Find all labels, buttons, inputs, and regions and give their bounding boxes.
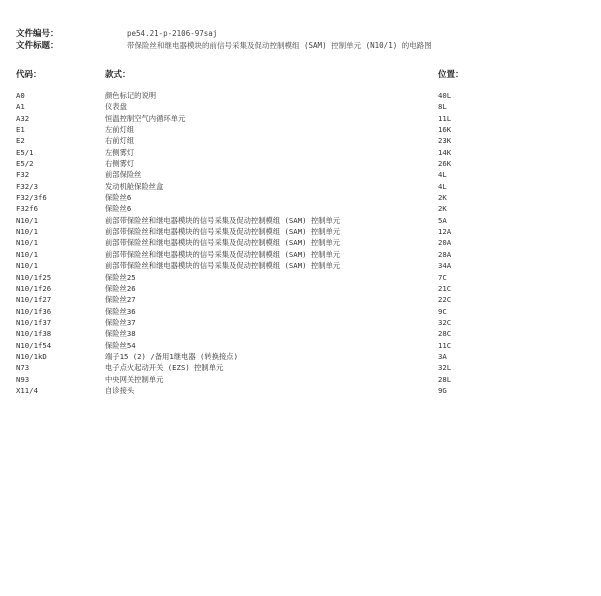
list-item <box>0 135 601 146</box>
component-position: 7C <box>438 272 447 282</box>
component-position: 9C <box>438 306 447 316</box>
component-name: 前部带保险丝和继电器模块的信号采集及促动控制模组 (SAM) 控制单元 <box>105 215 341 225</box>
component-name: 中央网关控制单元 <box>105 374 164 384</box>
component-position: 28C <box>438 329 452 339</box>
component-position: 2K <box>438 204 447 214</box>
list-item <box>0 260 601 271</box>
list-item <box>0 147 601 158</box>
component-code: A32 <box>16 113 30 123</box>
list-item <box>0 124 601 135</box>
component-position: 28A <box>438 249 452 259</box>
doc-number-label: 文件编号： <box>16 29 59 39</box>
component-position: 5A <box>438 215 447 225</box>
component-position: 4L <box>438 181 447 191</box>
component-position: 12A <box>438 227 452 237</box>
component-name: 右侧雾灯 <box>105 159 135 169</box>
component-name: 颜色标记的说明 <box>105 91 157 100</box>
code-column-header: 代码： <box>16 70 42 80</box>
list-item <box>0 215 601 226</box>
list-item <box>0 90 601 101</box>
component-code: A0 <box>16 91 25 100</box>
component-code: A1 <box>16 102 25 112</box>
list-item <box>0 192 601 203</box>
list-item <box>0 340 601 351</box>
component-code: N10/1f38 <box>16 329 52 339</box>
component-name: 左前灯组 <box>105 125 135 135</box>
list-item <box>0 203 601 214</box>
component-code: N10/1f26 <box>16 283 52 293</box>
list-item <box>0 385 601 396</box>
component-code: E5/1 <box>16 147 34 157</box>
component-name: 保险丝54 <box>105 340 136 350</box>
component-name: 电子点火起动开关 (EZS) 控制单元 <box>105 363 224 373</box>
component-name: 端子15 (2) /备用1继电器 (转换接点) <box>105 351 238 361</box>
list-item <box>0 283 601 294</box>
list-item <box>0 169 601 180</box>
component-code: N10/1 <box>16 238 38 248</box>
list-item <box>0 237 601 248</box>
component-position: 21C <box>438 283 452 293</box>
component-code: N73 <box>16 363 30 373</box>
component-code: E2 <box>16 136 25 146</box>
component-name: 前部带保险丝和继电器模块的信号采集及促动控制模组 (SAM) 控制单元 <box>105 249 341 259</box>
component-code: N10/1kD <box>16 351 47 361</box>
component-position: 9G <box>438 385 447 395</box>
doc-title-label: 文件标题： <box>16 41 59 51</box>
list-item <box>0 328 601 339</box>
component-position: 4L <box>438 170 447 180</box>
component-position: 2K <box>438 193 447 203</box>
component-code: N10/1 <box>16 227 38 237</box>
component-code: N10/1f36 <box>16 306 52 316</box>
list-item <box>0 306 601 317</box>
component-position: 3A <box>438 351 447 361</box>
component-name: 前部带保险丝和继电器模块的信号采集及促动控制模组 (SAM) 控制单元 <box>105 238 341 248</box>
list-item <box>0 362 601 373</box>
component-code: N10/1f27 <box>16 295 52 305</box>
list-item <box>0 158 601 169</box>
component-name: 保险丝37 <box>105 317 136 327</box>
component-name: 保险丝38 <box>105 329 136 339</box>
component-position: 26K <box>438 159 452 169</box>
component-name: 自诊接头 <box>105 385 135 395</box>
component-code: N10/1 <box>16 249 38 259</box>
list-item <box>0 294 601 305</box>
component-name: 前部带保险丝和继电器模块的信号采集及促动控制模组 (SAM) 控制单元 <box>105 261 341 271</box>
doc-title-value: 带保险丝和继电器模块的前信号采集及促动控制模组 (SAM) 控制单元 (N10/1) 的电路图 <box>127 41 432 50</box>
component-name: 保险丝6 <box>105 193 132 203</box>
component-code: F32/3f6 <box>16 193 47 203</box>
component-position: 28L <box>438 374 452 384</box>
component-code: F32f6 <box>16 204 38 214</box>
component-name: 保险丝25 <box>105 272 136 282</box>
component-name: 发动机舱保险丝盒 <box>105 181 164 191</box>
component-position: 16K <box>438 125 452 135</box>
component-position: 11C <box>438 340 452 350</box>
component-code: N10/1f25 <box>16 272 52 282</box>
component-name: 前部保险丝 <box>105 170 142 180</box>
component-name: 保险丝27 <box>105 295 136 305</box>
list-item <box>0 249 601 260</box>
component-name: 仪表盘 <box>105 102 127 112</box>
component-name: 恒温控制空气内循环单元 <box>105 113 186 123</box>
component-code: F32/3 <box>16 181 38 191</box>
component-name: 保险丝6 <box>105 204 132 214</box>
component-code: N10/1f37 <box>16 317 52 327</box>
component-name: 保险丝36 <box>105 306 136 316</box>
list-item <box>0 351 601 362</box>
component-code: E1 <box>16 125 25 135</box>
style-column-header: 款式： <box>105 70 131 80</box>
component-code: N10/1 <box>16 215 38 225</box>
position-column-header: 位置： <box>438 70 464 80</box>
component-list <box>0 90 601 396</box>
component-code: X11/4 <box>16 385 38 395</box>
list-item <box>0 226 601 237</box>
list-item <box>0 101 601 112</box>
component-name: 左侧雾灯 <box>105 147 135 157</box>
component-position: 23K <box>438 136 452 146</box>
component-position: 40L <box>438 91 452 100</box>
component-position: 32C <box>438 317 452 327</box>
list-item <box>0 374 601 385</box>
component-code: N93 <box>16 374 30 384</box>
list-item <box>0 272 601 283</box>
doc-number-value: pe54.21-p-2106-97saj <box>127 29 218 38</box>
component-position: 8L <box>438 102 447 112</box>
list-item <box>0 181 601 192</box>
list-item <box>0 113 601 124</box>
component-code: N10/1 <box>16 261 38 271</box>
component-position: 32L <box>438 363 452 373</box>
component-code: E5/2 <box>16 159 34 169</box>
component-position: 20A <box>438 238 452 248</box>
component-position: 22C <box>438 295 452 305</box>
component-name: 保险丝26 <box>105 283 136 293</box>
component-position: 11L <box>438 113 452 123</box>
component-position: 34A <box>438 261 452 271</box>
component-position: 14K <box>438 147 452 157</box>
component-code: N10/1f54 <box>16 340 52 350</box>
component-name: 右前灯组 <box>105 136 135 146</box>
component-code: F32 <box>16 170 30 180</box>
list-item <box>0 317 601 328</box>
component-name: 前部带保险丝和继电器模块的信号采集及促动控制模组 (SAM) 控制单元 <box>105 227 341 237</box>
